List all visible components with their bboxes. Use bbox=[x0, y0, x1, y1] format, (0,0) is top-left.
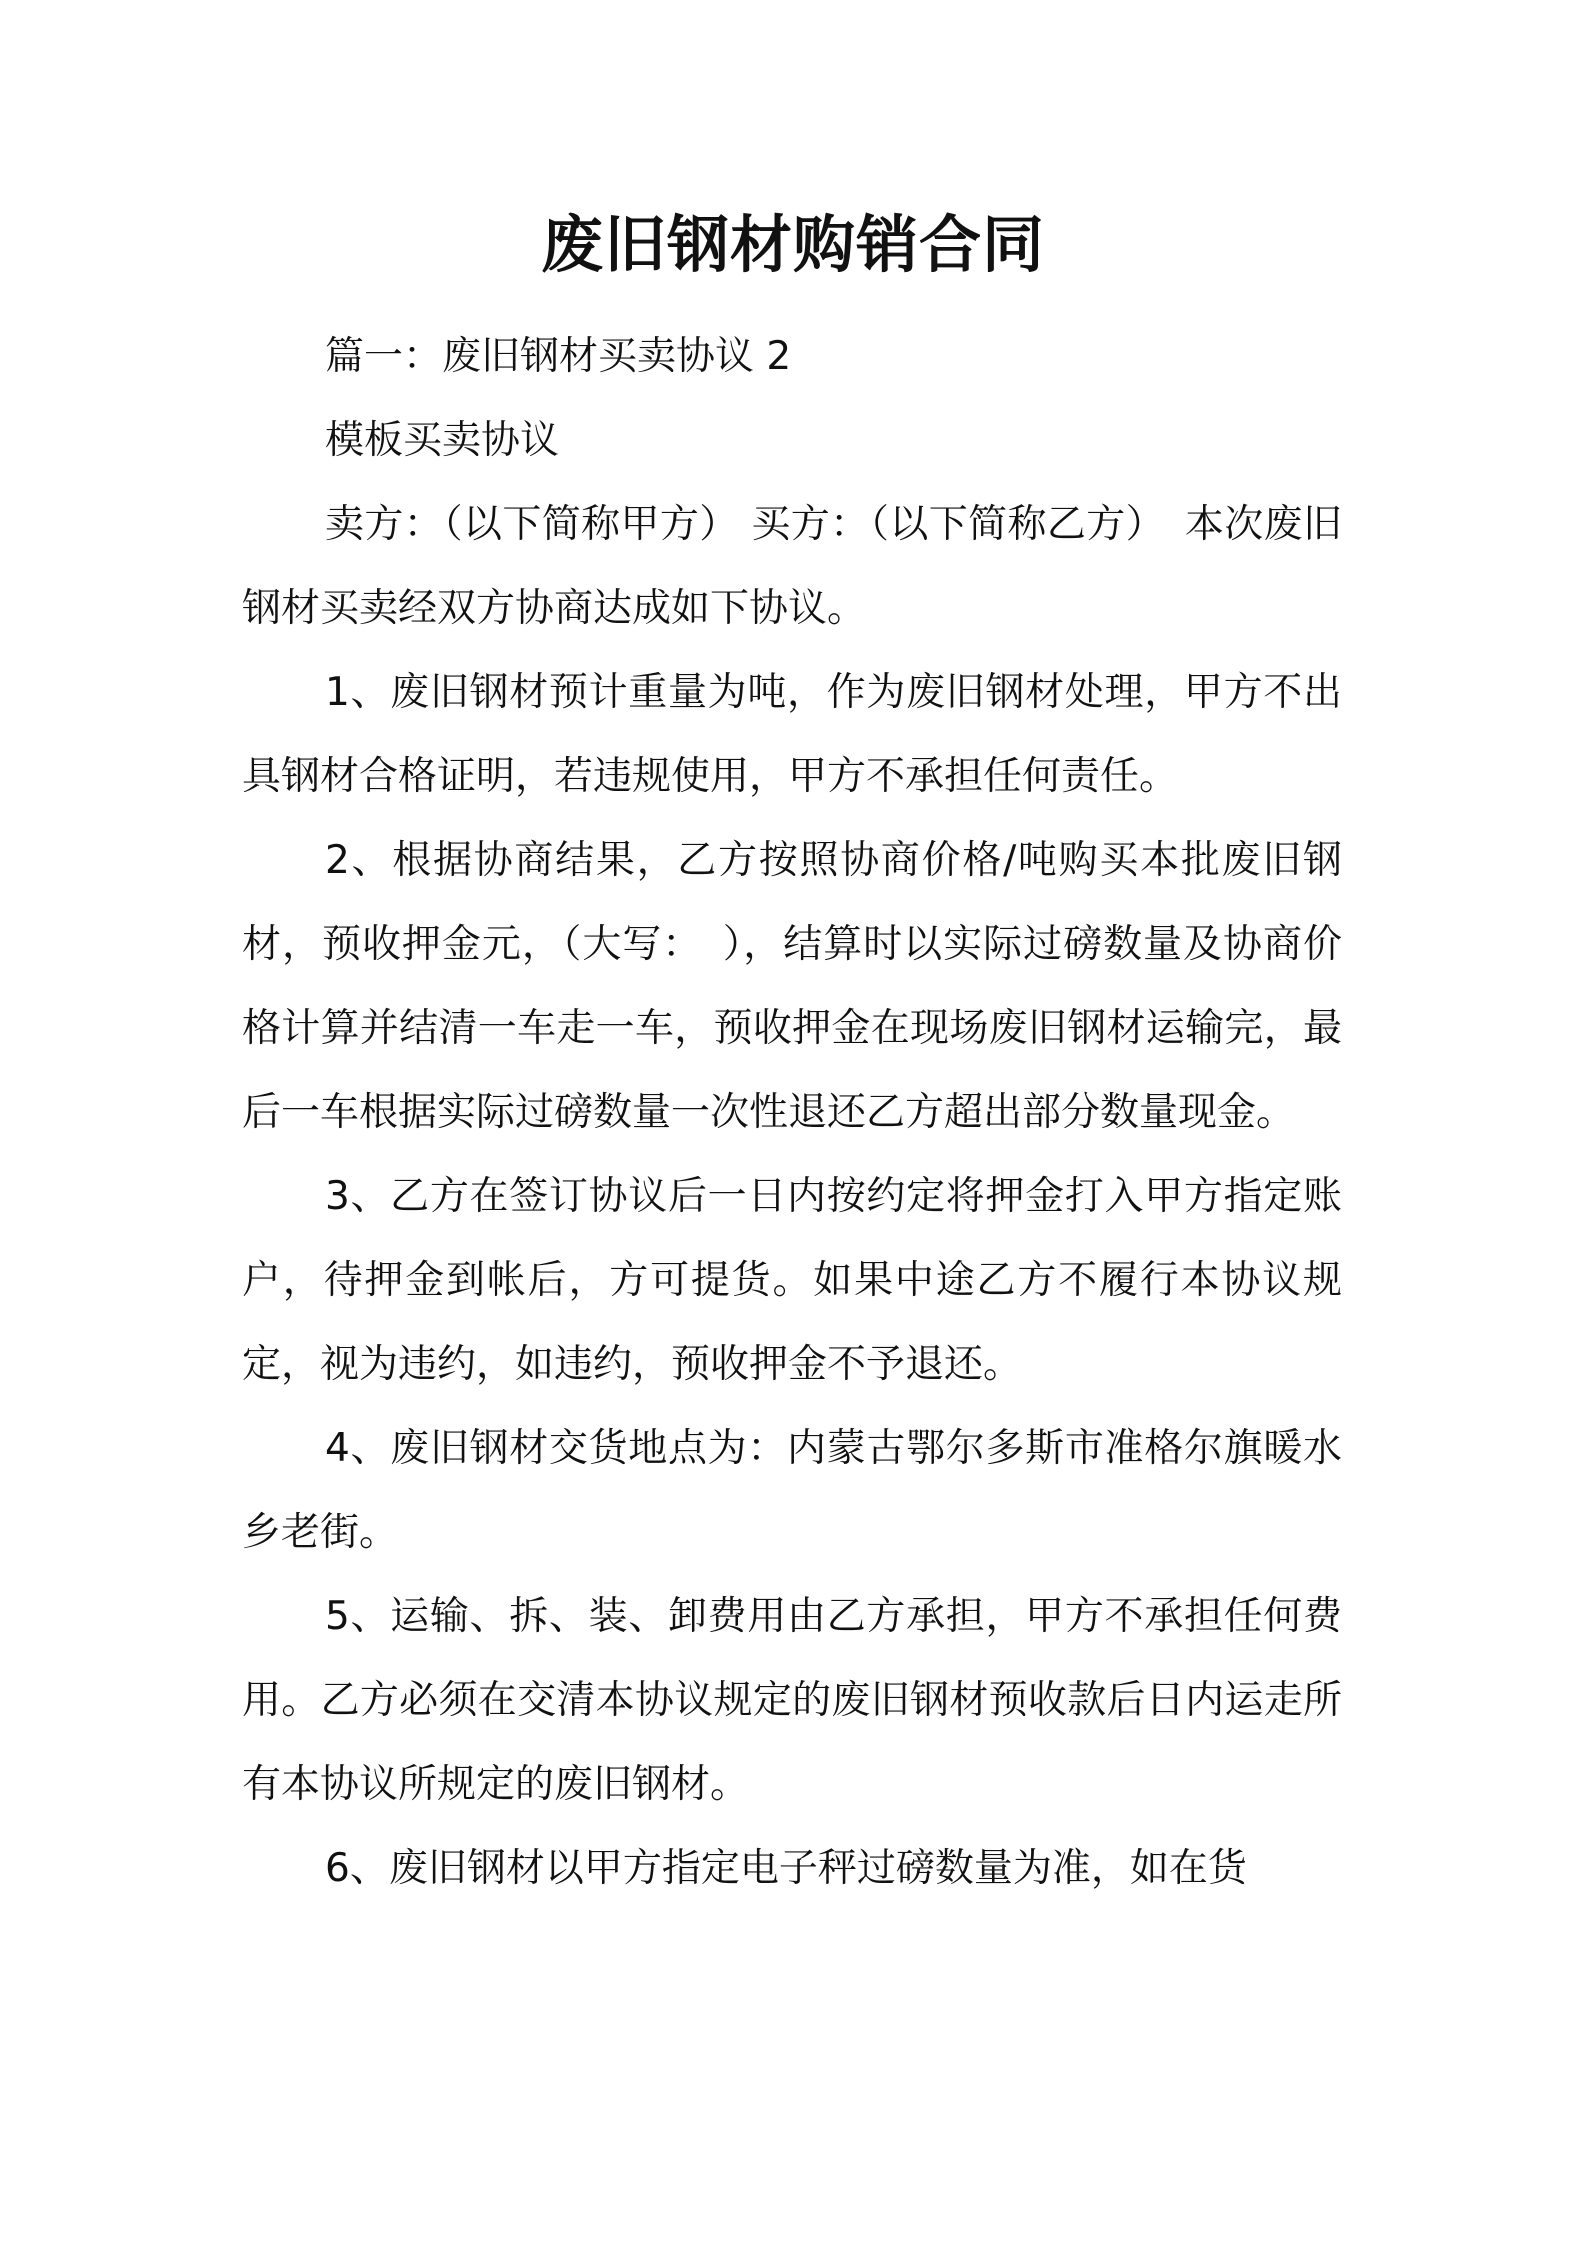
clause-5: 5、运输、拆、装、卸费用由乙方承担，甲方不承担任何费用。乙方必须在交清本协议规定的废旧钢材预收款后日内运走所有本协议所规定的废旧钢材。 bbox=[242, 1594, 1342, 1807]
document-body bbox=[242, 315, 1342, 1911]
clause-1: 1、废旧钢材预计重量为吨，作为废旧钢材处理，甲方不出具钢材合格证明，若违规使用，甲方不承担任何责任。 bbox=[242, 670, 1342, 799]
section-heading: 篇一：废旧钢材买卖协议 2 bbox=[325, 334, 792, 379]
template-heading: 模板买卖协议 bbox=[325, 418, 560, 463]
clause-6: 6、废旧钢材以甲方指定电子秤过磅数量为准，如在货 bbox=[325, 1846, 1247, 1891]
document-title: 废旧钢材购销合同 bbox=[540, 208, 1045, 281]
clause-4: 4、废旧钢材交货地点为：内蒙古鄂尔多斯市准格尔旗暖水乡老街。 bbox=[242, 1426, 1342, 1555]
clause-2: 2、根据协商结果，乙方按照协商价格/吨购买本批废旧钢材，预收押金元，（大写： ），结算时以实际过磅数量及协商价格计算并结清一车走一车，预收押金在现场废旧钢材运输完，最后一车根据实际过磅数量一次性退还乙方超出部分数量现金。 bbox=[242, 838, 1342, 1135]
parties-paragraph: 卖方：（以下简称甲方） 买方：（以下简称乙方） 本次废旧钢材买卖经双方协商达成如下协议。 bbox=[242, 502, 1342, 631]
clause-3: 3、乙方在签订协议后一日内按约定将押金打入甲方指定账户，待押金到帐后，方可提货。如果中途乙方不履行本协议规定，视为违约，如违约，预收押金不予退还。 bbox=[242, 1174, 1342, 1387]
